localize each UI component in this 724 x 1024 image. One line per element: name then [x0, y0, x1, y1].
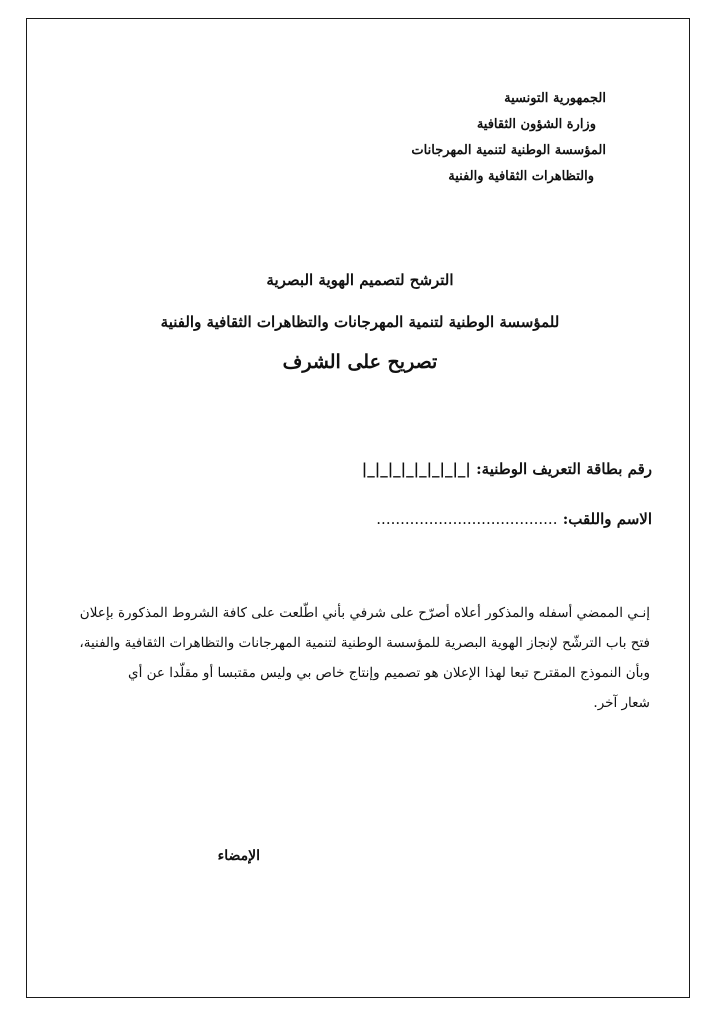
- full-name-dots: ......................................: [376, 510, 558, 528]
- header-republic: الجمهورية التونسية: [504, 91, 606, 106]
- full-name-label: الاسم واللقب:: [562, 510, 652, 528]
- declaration-line: شعار آخر.: [593, 695, 650, 711]
- title-institution: للمؤسسة الوطنية لتنمية المهرجانات والتظاهرات الثقافية والفنية: [160, 313, 560, 331]
- title-candidacy: الترشح لتصميم الهوية البصرية: [266, 271, 454, 289]
- signature-label: الإمضاء: [217, 848, 260, 864]
- header-institution: المؤسسة الوطنية لتنمية المهرجانات: [411, 143, 606, 158]
- document-titles: [60, 270, 660, 374]
- national-id-label: رقم بطاقة التعريف الوطنية:: [476, 460, 652, 478]
- declaration-paragraph: [70, 598, 650, 718]
- national-id-field: [362, 460, 652, 478]
- full-name-field: [376, 510, 652, 528]
- declaration-line: إنـي الممضي أسفله والمذكور أعلاه أصرّح على شرفي بأني اطّلعت على كافة الشروط المذكورة بإعلان: [79, 605, 650, 621]
- declaration-line: وبأن النموذج المقترح تبعا لهذا الإعلان هو تصميم وإنتاج خاص بي وليس مقتبسا أو مقلّدا عن أي: [128, 665, 650, 681]
- title-declaration: تصريح على الشرف: [282, 351, 438, 373]
- header-institution-cont: والتظاهرات الثقافية والفنية: [448, 169, 594, 184]
- national-id-boxes: |_|_|_|_|_|_|_|_|: [361, 460, 471, 478]
- institution-header: [411, 86, 606, 190]
- header-ministry: وزارة الشؤون الثقافية: [476, 117, 596, 132]
- declaration-line: فتح باب الترشّح لإنجاز الهوية البصرية للمؤسسة الوطنية لتنمية المهرجانات والتظاهرات الثقافية والفنية،: [79, 635, 650, 651]
